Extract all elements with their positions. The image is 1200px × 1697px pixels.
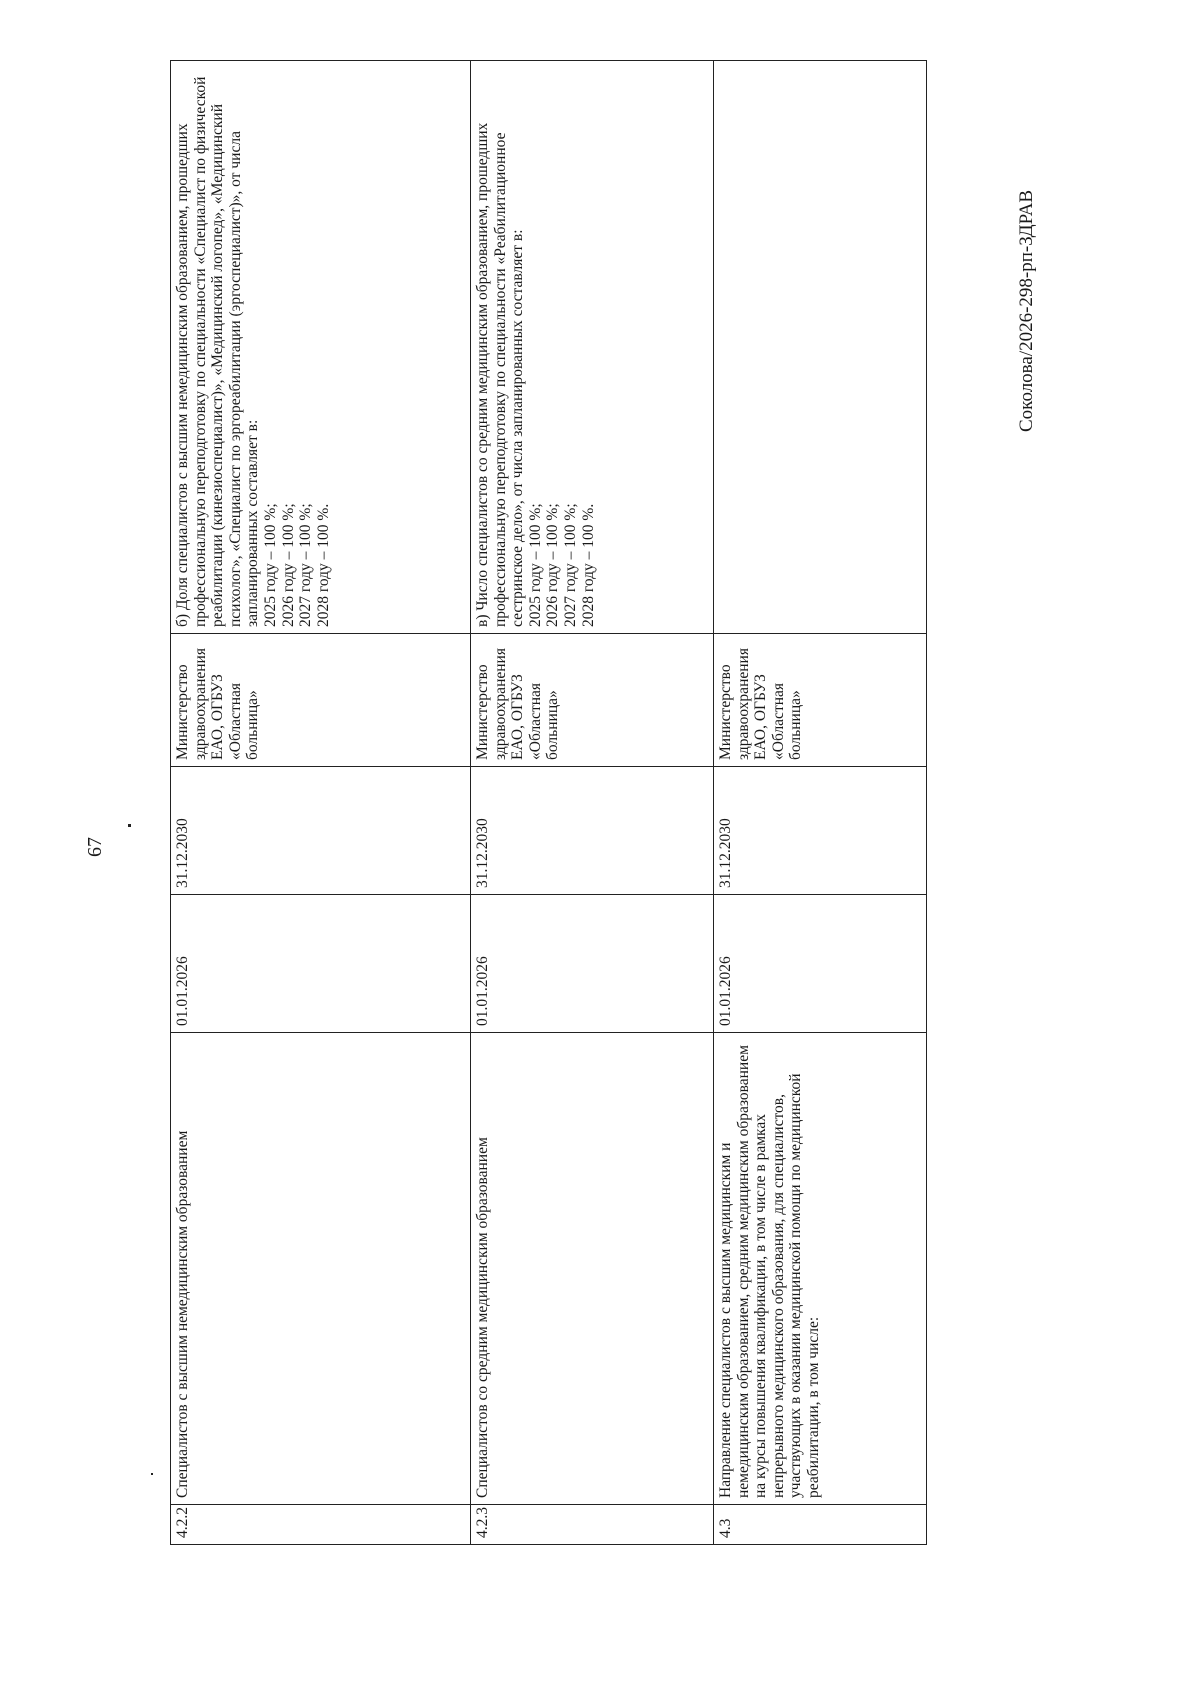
start-date: 01.01.2026 bbox=[714, 895, 927, 1033]
table-row bbox=[714, 61, 927, 1545]
measures-table bbox=[170, 60, 927, 1545]
result-year-line: 2025 году – 100 %; bbox=[261, 503, 279, 627]
document-code: Соколова/2026-298-рп-ЗДРАВ bbox=[1016, 189, 1037, 432]
start-date: 01.01.2026 bbox=[171, 895, 471, 1033]
result-text: в) Число специалистов со средним медицинским образованием, прошедших профессиональную переподготовку по специальности «Реабилитационное сестринское дело», от числа запланированных составляет в: bbox=[474, 122, 527, 627]
end-date: 31.12.2030 bbox=[171, 767, 471, 895]
row-number: 4.2.2 bbox=[171, 1505, 471, 1545]
responsible: Министерство здравоохранения ЕАО, ОГБУЗ «Областная больница» bbox=[171, 634, 471, 767]
result-year-line: 2027 году – 100 %; bbox=[561, 503, 579, 627]
scan-speck bbox=[151, 1473, 153, 1475]
rotated-table-wrapper bbox=[170, 60, 926, 1545]
measure-name: Специалистов с высшим немедицинским образованием bbox=[171, 1033, 471, 1505]
result-year-line: 2028 году – 100 %. bbox=[579, 503, 597, 627]
result-cell bbox=[714, 61, 927, 634]
result-year-line: 2027 году – 100 %; bbox=[297, 503, 315, 627]
responsible: Министерство здравоохранения ЕАО, ОГБУЗ «Областная больница» bbox=[471, 634, 714, 767]
scan-speck bbox=[128, 824, 131, 827]
result-cell bbox=[471, 61, 714, 634]
measure-name: Направление специалистов с высшим медицинским и немедицинским образованием, средним медицинским образованием на курсы повышения квалификации, в том числе в рамках непрерывного медицинского образования, для специалистов, участвующих в оказании медицинской помощи по медицинской реабилитации, в том числе: bbox=[714, 1033, 927, 1505]
result-year-line: 2028 году – 100 %. bbox=[314, 503, 332, 627]
table-row bbox=[171, 61, 471, 1545]
result-text: б) Доля специалистов с высшим немедицинским образованием, прошедших профессиональную переподготовку по специальности «Специалист по физической реабилитации (кинезиоспециалист)», «Медицинский логопед», «Медицинский психолог», «Специалист по эргореабилитации (эргоспециалист)», от числа запланированных составляет в: bbox=[174, 76, 262, 627]
page-number: 67 bbox=[84, 837, 106, 857]
result-cell bbox=[171, 61, 471, 634]
end-date: 31.12.2030 bbox=[714, 767, 927, 895]
responsible: Министерство здравоохранения ЕАО, ОГБУЗ «Областная больница» bbox=[714, 634, 927, 767]
measure-name: Специалистов со средним медицинским образованием bbox=[471, 1033, 714, 1505]
result-year-line: 2025 году – 100 %; bbox=[526, 503, 544, 627]
start-date: 01.01.2026 bbox=[471, 895, 714, 1033]
row-number: 4.2.3 bbox=[471, 1505, 714, 1545]
row-number: 4.3 bbox=[714, 1505, 927, 1545]
result-year-line: 2026 году – 100 %; bbox=[544, 503, 562, 627]
end-date: 31.12.2030 bbox=[471, 767, 714, 895]
table-row bbox=[471, 61, 714, 1545]
result-year-line: 2026 году – 100 %; bbox=[279, 503, 297, 627]
